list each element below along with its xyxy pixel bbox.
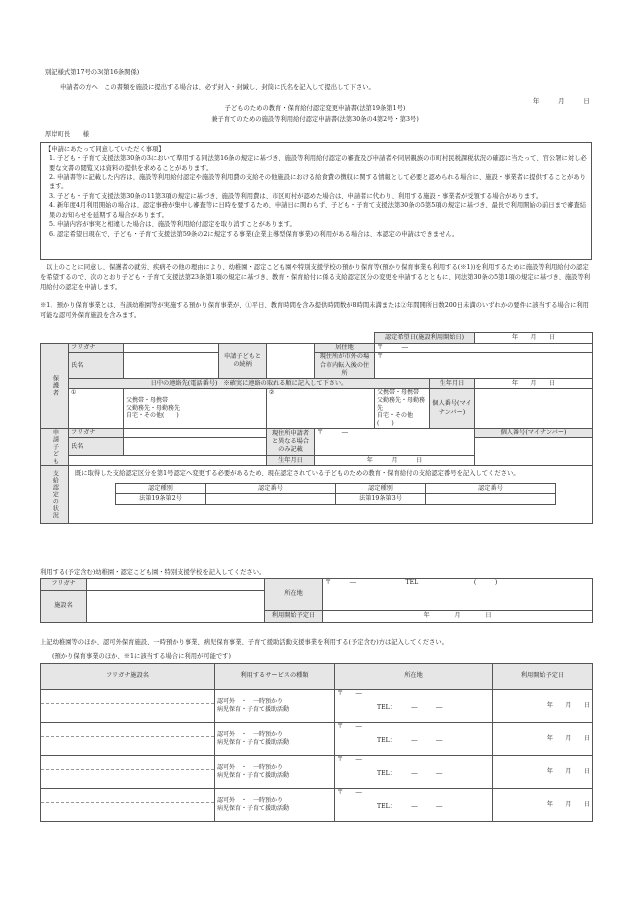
outside-address-label: 現住所が市外の場合市内転入後の住所 — [315, 353, 375, 379]
contact-1-type[interactable]: 父携帯・母携帯 父勤務先・母勤務先 自宅・その他( ) — [124, 389, 267, 429]
cert-status-cell — [69, 466, 593, 524]
child-mynumber-label: 個人番号(マイナンバー) — [475, 429, 593, 438]
start-date-cell[interactable]: 年 月 日 — [493, 756, 593, 789]
table-row — [41, 789, 593, 822]
start-date-cell[interactable]: 年 月 日 — [493, 789, 593, 822]
child-furigana-label: フリガナ — [69, 429, 124, 438]
title-1: 子どものための教育・保育給付認定変更申請書(法第19条第1号) — [224, 105, 406, 112]
facility-name-cell[interactable] — [41, 690, 215, 723]
col-service-header: 利用するサービスの種類 — [215, 664, 335, 690]
other-table — [40, 663, 593, 822]
address-cell[interactable]: 〒 ― TEL： ― ― — [335, 789, 493, 822]
cert-status-label: 支給認定の状況 — [41, 466, 69, 524]
consent-heading: 【申請にあたって同意していただく事項】 — [45, 146, 165, 153]
title-2: 兼子育てのための施設等利用給付認定申請書(法第30条の4第2号・第3号) — [211, 116, 419, 123]
consent-item: 6. 認定希望日現在で、子ども・子育て支援法第59条の2に規定する事業(企業主導型保育事業)の利用がある場合は、本認定の申請はできません。 — [49, 230, 459, 238]
note-1: ※1．預かり保育事業とは、当該幼稚園等が実施する預かり保育事業が、①平日、教育時間を含み提供時間数が8時間未満または②年間開所日数200日未満のいずれかの要件に該当する場合に利用可能な認可外保育施設を含みます。 — [40, 302, 589, 319]
consent-item: 4. 新年度4月利用開始の場合は、認定事務が集中し審査等に日時を要するため、申請日に関わらず、子ども・子育て支援法第30条の5第5項の規定に基づき、最長で利用開始の前日まで審査結果のお知らせを延期する場合があります。 — [49, 202, 587, 219]
child-name-label: 氏名 — [69, 438, 124, 456]
table-row — [41, 690, 593, 723]
contact-1-input[interactable]: ① — [69, 389, 124, 429]
facility-address-input[interactable]: 〒 ― TEL ( ) — [323, 579, 593, 611]
cert-text: 既に取得した支給認定区分を第1号認定へ変更する必要があるため、現在認定されている子どものための教育・保育給付の支給認定番号を記入してください。 — [75, 470, 520, 478]
start-date-cell[interactable]: 年 月 日 — [493, 723, 593, 756]
start-date-input[interactable]: 年 月 日 — [323, 611, 593, 623]
form-id: 別記様式第17号の3(第16条関係) — [45, 69, 140, 76]
child-birth-input[interactable]: 年 月 日 — [315, 456, 475, 466]
cert-no-header: 認定番号 — [426, 484, 556, 494]
service-type-cell[interactable]: 認可外 ・ 一時預かり 病児保育・子育て援助活動 — [215, 789, 335, 822]
main-table — [40, 332, 593, 524]
facility-name-input[interactable] — [87, 591, 265, 623]
col-start-header: 利用開始予定日 — [493, 664, 593, 690]
address-cell[interactable]: 〒 ― TEL： ― ― — [335, 690, 493, 723]
cert-type-2: 法第19条第3号 — [336, 494, 426, 505]
facility-name-cell[interactable] — [41, 756, 215, 789]
table-row — [41, 723, 593, 756]
facility-table — [40, 578, 593, 623]
child-mynumber-input[interactable] — [475, 438, 593, 466]
instruction: 申請者の方へ この書類を施設に提出する場合は、必ず封入・封緘し、封筒に氏名を記入して提出して下さい。 — [60, 84, 375, 91]
service-type-cell[interactable]: 認可外 ・ 一時預かり 病児保育・子育て援助活動 — [215, 690, 335, 723]
desired-date-label: 認定希望日(施設利用開始日) — [375, 333, 475, 344]
start-date-label: 利用開始予定日 — [265, 611, 323, 623]
relation-label: 申請子どもとの続柄 — [219, 344, 267, 379]
consent-item: 5. 申請内容が事実と相違した場合は、施設等利用給付認定を取り消すことがあります。 — [49, 221, 296, 229]
facility-furigana-input[interactable] — [87, 579, 265, 591]
facility-name-cell[interactable] — [41, 789, 215, 822]
consent-item: 2. 申請書等に記載した内容は、施設等利用給付認定や施設等利用費の支給その他施設における給食費の徴収に関する情報として必要と認められる場合に、施設・事業者に提供することがあります。 — [49, 174, 586, 191]
facility-heading: 利用する(予定含む)幼稚園・認定こども園・特別支援学校を記入してください。 — [40, 569, 266, 576]
facility-furigana-label: フリガナ — [41, 579, 87, 591]
service-type-cell[interactable]: 認可外 ・ 一時預かり 病児保育・子育て援助活動 — [215, 723, 335, 756]
cert-no-1-input[interactable] — [206, 494, 336, 505]
cert-type-1: 法第19条第2号 — [116, 494, 206, 505]
cert-no-2-input[interactable] — [426, 494, 556, 505]
col-address-header: 所在地 — [335, 664, 493, 690]
address-cell[interactable]: 〒 ― TEL： ― ― — [335, 723, 493, 756]
cert-table — [115, 483, 556, 505]
relation-input[interactable] — [267, 344, 315, 379]
cert-type-header: 認定種別 — [336, 484, 426, 494]
child-address-input[interactable]: 〒 ― — [315, 429, 475, 456]
child-label: 申請子ども — [41, 429, 69, 466]
guardian-name-input[interactable] — [124, 353, 219, 379]
desired-date-input[interactable]: 年 月 日 — [475, 333, 593, 344]
child-address-label: 現住所申請者と異なる場合のみ記載 — [267, 429, 315, 456]
service-type-cell[interactable]: 認可外 ・ 一時預かり 病児保育・子育て援助活動 — [215, 756, 335, 789]
addressee: 厚岸町長 様 — [45, 131, 90, 138]
name-label: 氏名 — [69, 353, 124, 379]
outside-address-input[interactable]: 〒 — [375, 353, 593, 379]
col-facility-header: フリガナ施設名 — [41, 664, 215, 690]
facility-name-cell[interactable] — [41, 723, 215, 756]
residence-label: 居住地 — [315, 344, 375, 353]
residence-input[interactable]: 〒 ― — [375, 344, 593, 353]
guardian-birth-input[interactable]: 年 月 日 — [475, 379, 593, 389]
birth-label: 生年月日 — [430, 379, 475, 389]
date-header: 年 月 日 — [533, 98, 590, 105]
guardian-furigana-input[interactable] — [124, 344, 219, 353]
child-birth-label: 生年月日 — [267, 456, 315, 466]
table-row — [41, 756, 593, 789]
other-subheading: (預かり保育事業のほか、※1に該当する場合に利用が可能です) — [52, 653, 231, 660]
guardian-label: 保護者 — [41, 344, 69, 429]
facility-address-label: 所在地 — [265, 579, 323, 611]
cert-no-header: 認定番号 — [206, 484, 336, 494]
mynumber-label: 個人番号(マイナンバー) — [430, 389, 475, 429]
address-cell[interactable]: 〒 ― TEL： ― ― — [335, 756, 493, 789]
child-furigana-input[interactable] — [124, 429, 267, 438]
other-heading: 上記幼稚園等のほか、認可外保育施設、一時預かり事業、病児保育事業、子育て援助活動支援事業を利用する(予定含む)方は記入してください。 — [40, 639, 448, 646]
consent-item: 1. 子ども・子育て支援法第30条の3において準用する同法第16条の規定に基づき、施設等利用給付認定の審査及び申請者や同居親族の市町村民税課税状況の確認に当たって、官公署に対し必要な文書の閲覧又は資料の提供を求めることがあります。 — [49, 155, 587, 172]
guardian-mynumber-input[interactable] — [475, 389, 593, 429]
consent-item: 3. 子ども・子育て支援法第30条の11第3項の規定に基づき、施設等利用費は、市区町村が認めた場合は、申請者に代わり、利用する施設・事業者が受領する場合があります。 — [49, 192, 543, 200]
child-name-input[interactable] — [124, 438, 267, 456]
contact-label: 日中の連絡先(電話番号) ※確実に連絡の取れる順に記入して下さい。 — [69, 379, 430, 389]
contact-2-type[interactable]: 父携帯・母携帯 父勤務先・母勤務先 自宅・その他( ) — [375, 389, 430, 429]
facility-name-label: 施設名 — [41, 591, 87, 623]
agreement-text: 以上のことに同意し、保護者の就労、疾病その他の理由により、幼稚園・認定こども園や特別支援学校の預かり保育等(預かり保育事業も利用する(※1))を利用するために施設等利用給付の認定を希望するので、次のとおり子ども・子育て支援法第23条第1項の規定に基づき、教育・保育給付に係る支給認定区分の変更を申請するとともに、同法第30条の5第1項の規定に基づき、施設等利用給付の認定を申請します。 — [40, 264, 591, 291]
contact-2-input[interactable]: ② — [267, 389, 375, 429]
furigana-label: フリガナ — [69, 344, 124, 353]
cert-type-header: 認定種別 — [116, 484, 206, 494]
start-date-cell[interactable]: 年 月 日 — [493, 690, 593, 723]
consent-box — [40, 142, 592, 260]
